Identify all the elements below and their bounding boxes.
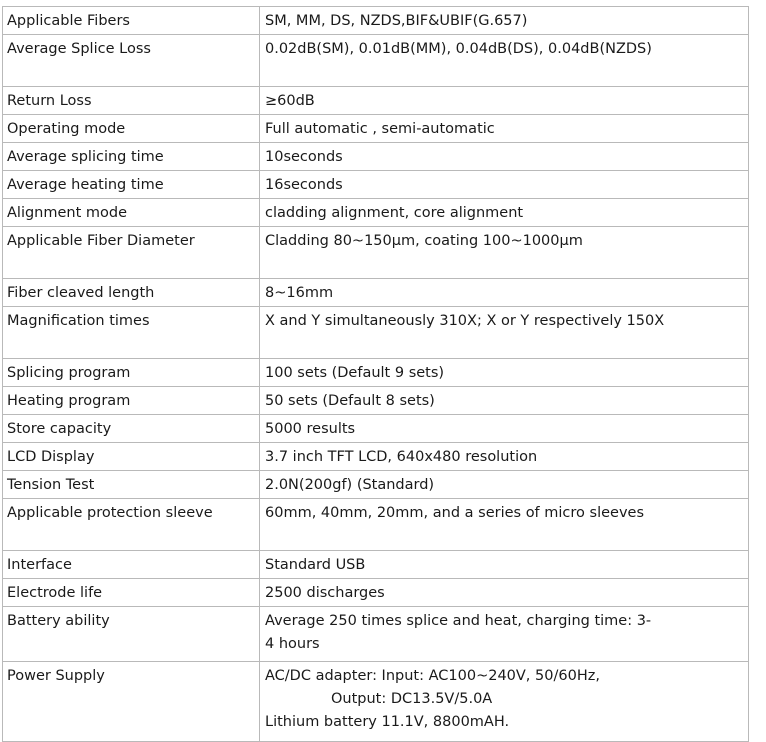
spec-label: Power Supply [3,662,260,742]
spec-label: Applicable Fiber Diameter [3,227,260,279]
spec-value: 2.0N(200gf) (Standard) [260,471,749,499]
table-row [3,227,749,279]
spec-label: Return Loss [3,87,260,115]
spec-value: 16seconds [260,171,749,199]
table-row [3,471,749,499]
spec-label: Average splicing time [3,143,260,171]
table-row [3,443,749,471]
spec-value: 5000 results [260,415,749,443]
spec-label: Fiber cleaved length [3,279,260,307]
spec-label: Operating mode [3,115,260,143]
table-row [3,499,749,551]
spec-label: Battery ability [3,607,260,662]
spec-label: Store capacity [3,415,260,443]
spec-value: Full automatic , semi-automatic [260,115,749,143]
spec-label: Heating program [3,387,260,415]
spec-value: X and Y simultaneously 310X; X or Y respectively 150X [260,307,749,359]
table-row [3,143,749,171]
table-row [3,171,749,199]
spec-value: 100 sets (Default 9 sets) [260,359,749,387]
spec-label: Average heating time [3,171,260,199]
spec-value: 60mm, 40mm, 20mm, and a series of micro sleeves [260,499,749,551]
spec-value: ≥60dB [260,87,749,115]
spec-value: 8~16mm [260,279,749,307]
spec-label: Average Splice Loss [3,35,260,87]
spec-value: SM, MM, DS, NZDS,BIF&UBIF(G.657) [260,7,749,35]
spec-label: Alignment mode [3,199,260,227]
table-row [3,415,749,443]
table-row [3,35,749,87]
table-row [3,662,749,742]
spec-label: Interface [3,551,260,579]
table-row [3,607,749,662]
spec-value: cladding alignment, core alignment [260,199,749,227]
table-row [3,87,749,115]
spec-label: Tension Test [3,471,260,499]
spec-label: Electrode life [3,579,260,607]
spec-label: Applicable Fibers [3,7,260,35]
spec-value: 3.7 inch TFT LCD, 640x480 resolution [260,443,749,471]
spec-value: 2500 discharges [260,579,749,607]
spec-value: 0.02dB(SM), 0.01dB(MM), 0.04dB(DS), 0.04dB(NZDS) [260,35,749,87]
table-row [3,115,749,143]
table-row [3,359,749,387]
spec-value: AC/DC adapter: Input: AC100~240V, 50/60Hz, Output: DC13.5V/5.0A Lithium battery 11.1V, 8800mAH. [260,662,749,742]
spec-value: Standard USB [260,551,749,579]
spec-value: 50 sets (Default 8 sets) [260,387,749,415]
table-row [3,199,749,227]
spec-label: Splicing program [3,359,260,387]
spec-value: Average 250 times splice and heat, charging time: 3- 4 hours [260,607,749,662]
spec-label: Applicable protection sleeve [3,499,260,551]
spec-table [2,6,749,742]
table-row [3,551,749,579]
table-row [3,279,749,307]
table-row [3,7,749,35]
spec-value: 10seconds [260,143,749,171]
table-row [3,307,749,359]
table-row [3,387,749,415]
spec-value: Cladding 80~150μm, coating 100~1000μm [260,227,749,279]
spec-label: Magnification times [3,307,260,359]
spec-label: LCD Display [3,443,260,471]
table-row [3,579,749,607]
